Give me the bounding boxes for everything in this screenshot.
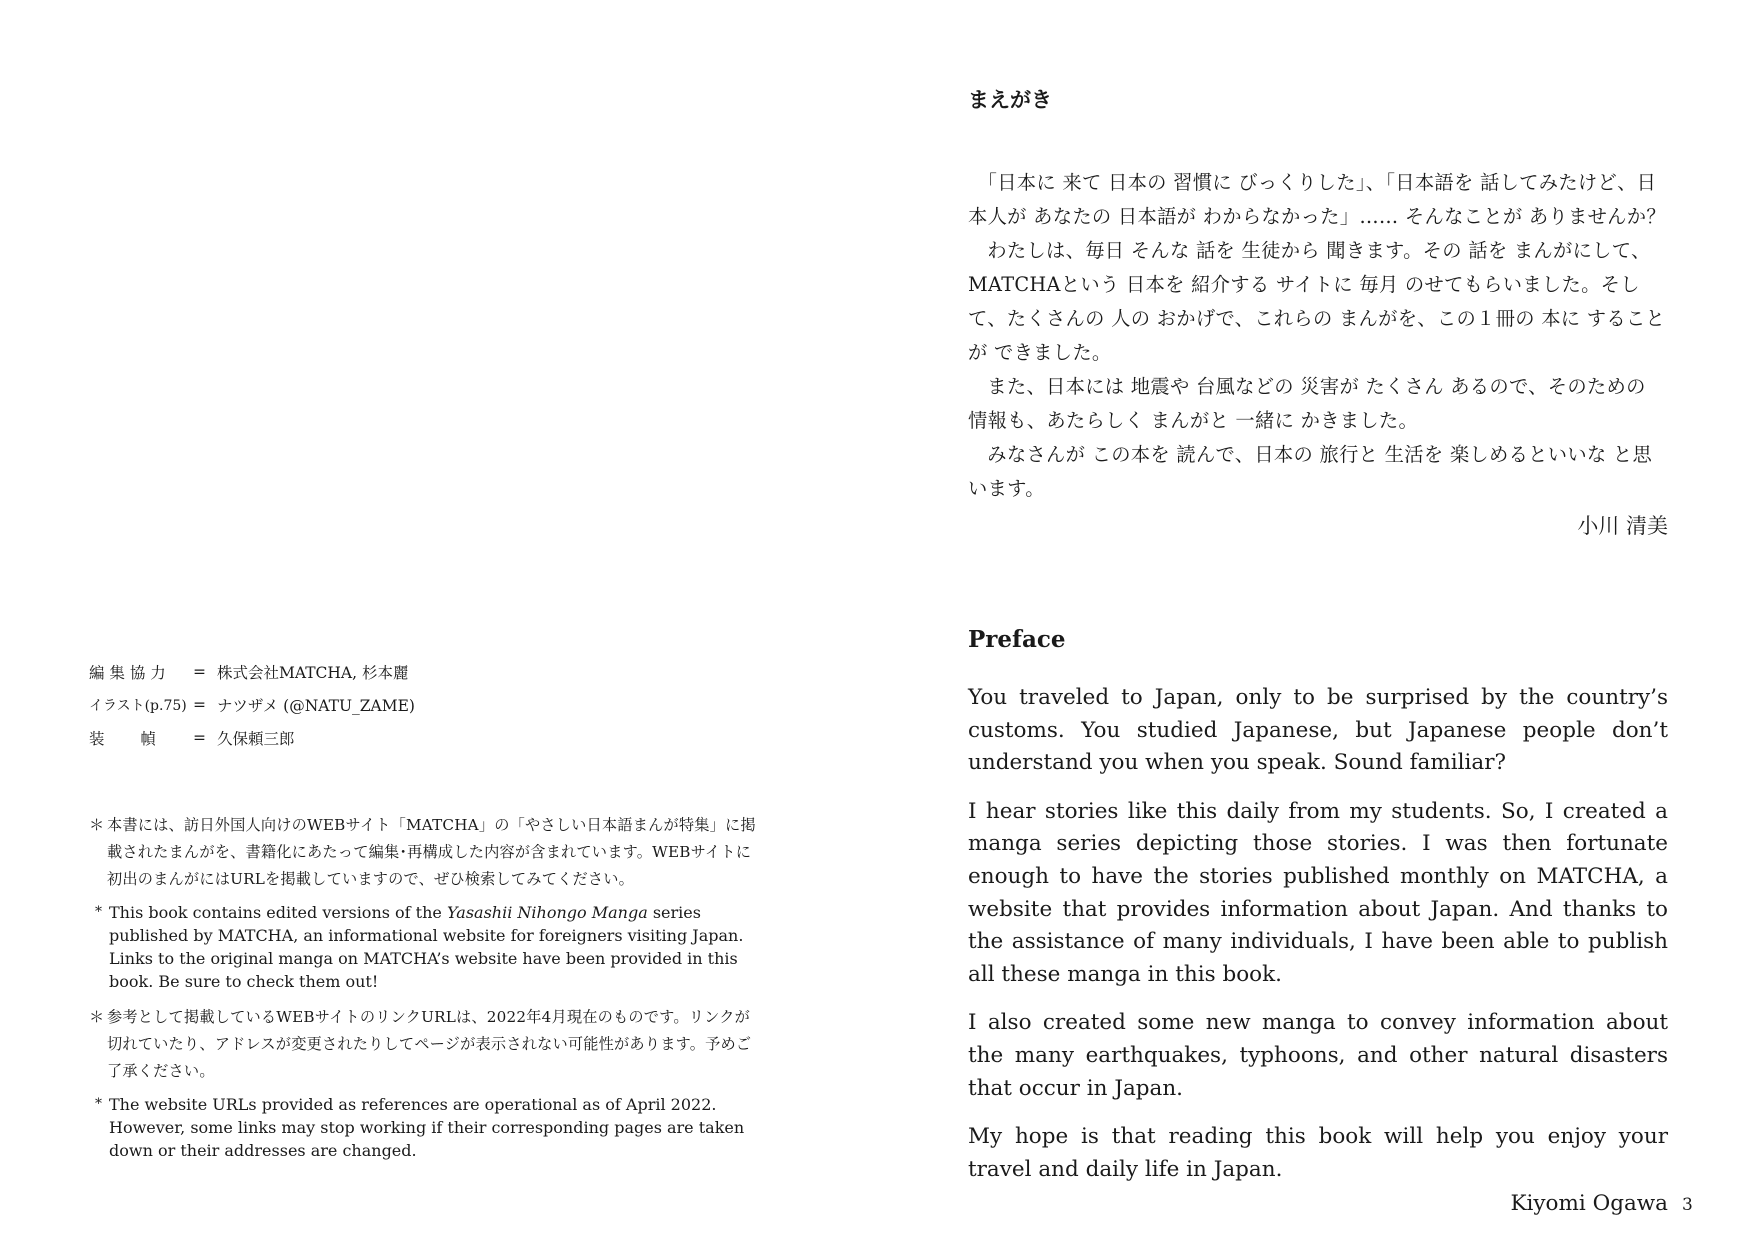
note-mark: ＊ — [89, 816, 105, 834]
jp-paragraph: わたしは、毎日 そんな 話を 生徒から 聞きます。その 話を まんがにして、MATCHAという 日本を 紹介する サイトに 毎月 のせてもらいました。そして、たくさんの 人の おかげで、これらの まんがを、この１冊の 本に することが できました。 — [968, 239, 1666, 364]
credit-label: イラスト(p.75) — [89, 697, 187, 714]
credit-equals: = — [193, 662, 206, 681]
note-en-source — [89, 901, 759, 993]
jp-paragraph: また、日本には 地震や 台風などの 災害が たくさん あるので、そのための 情報も、あたらしく まんがと 一緒に かきました。 — [968, 375, 1646, 432]
note-series-title: Yasashii Nihongo Manga — [446, 903, 648, 922]
credit-label: 編 集 協 力 — [89, 663, 166, 682]
note-mark: ＊ — [89, 1008, 105, 1026]
page-number: 3 — [1682, 1195, 1693, 1215]
jp-paragraph: 「日本に 来て 日本の 習慣に びっくりした」、「日本語を 話してみたけど、日本人が あなたの 日本語が わからなかった」…… そんなことが ありませんか？ — [968, 171, 1666, 228]
note-en-urls — [89, 1093, 759, 1162]
en-paragraph: I hear stories like this daily from my students. So, I created a manga series depicting those stories. I was then fortunate enough to have the stories published monthly on MATCHA, a website that provides information about Japan. And thanks to the assistance of many individuals, I have been able to publish all these manga in this book. — [968, 798, 1668, 987]
en-paragraph: You traveled to Japan, only to be surprised by the country’s customs. You studied Japanese, but Japanese people don’t understand you when you speak. Sound familiar? — [968, 685, 1668, 776]
note-mark: * — [95, 1096, 102, 1112]
credit-value: ナツザメ (@NATU_ZAME) — [217, 696, 415, 715]
credit-label: 装 幀 — [89, 729, 156, 748]
note-text-before: This book contains edited versions of the — [109, 903, 447, 922]
note-jp-source — [89, 812, 759, 893]
credit-row-illustration — [89, 688, 589, 721]
note-text-after: series published by MATCHA, an informational website for foreigners visiting Japan. Links to the original manga on MATCHA’s website have been provided in this book. Be sure to check them out! — [109, 903, 744, 991]
note-text: 参考として掲載しているWEBサイトのリンクURLは、2022年4月現在のものです。リンクが切れていたり、アドレスが変更されたりしてページが表示されない可能性があります。予めご了承ください。 — [107, 1008, 752, 1080]
note-mark: * — [95, 904, 102, 920]
english-preface — [968, 620, 1668, 1220]
note-jp-urls — [89, 1004, 759, 1085]
japanese-heading: まえがき — [968, 88, 1052, 112]
credit-equals: = — [193, 695, 206, 714]
en-paragraph: I also created some new manga to convey information about the many earthquakes, typhoons, and other natural disasters that occur in Japan. — [968, 1010, 1668, 1101]
credits-block — [89, 655, 589, 754]
en-signature: Kiyomi Ogawa — [1510, 1191, 1668, 1217]
notes-block — [89, 812, 759, 1173]
english-heading: Preface — [968, 626, 1066, 653]
credit-row-design — [89, 721, 589, 754]
credit-value: 久保頼三郎 — [217, 729, 295, 748]
credit-value: 株式会社MATCHA, 杉本麗 — [217, 663, 409, 682]
credit-row-editing — [89, 655, 589, 688]
jp-signature: 小川 清美 — [1577, 514, 1668, 538]
jp-paragraph: みなさんが この本を 読んで、日本の 旅行と 生活を 楽しめるといいな と思います。 — [968, 443, 1653, 500]
credit-equals: = — [193, 728, 206, 747]
japanese-preface — [968, 80, 1668, 546]
note-text: 本書には、訪日外国人向けのWEBサイト「MATCHA」の「やさしい日本語まんが特集」に掲載されたまんがを、書籍化にあたって編集･再構成した内容が含まれています。WEBサイトに初出のまんがにはURLを掲載していますので、ぜひ検索してみてください。 — [107, 816, 756, 888]
note-text: The website URLs provided as references are operational as of April 2022. However, some links may stop working if their corresponding pages are taken down or their addresses are changed. — [109, 1095, 745, 1160]
en-paragraph: My hope is that reading this book will help you enjoy your travel and daily life in Japan. — [968, 1124, 1668, 1182]
